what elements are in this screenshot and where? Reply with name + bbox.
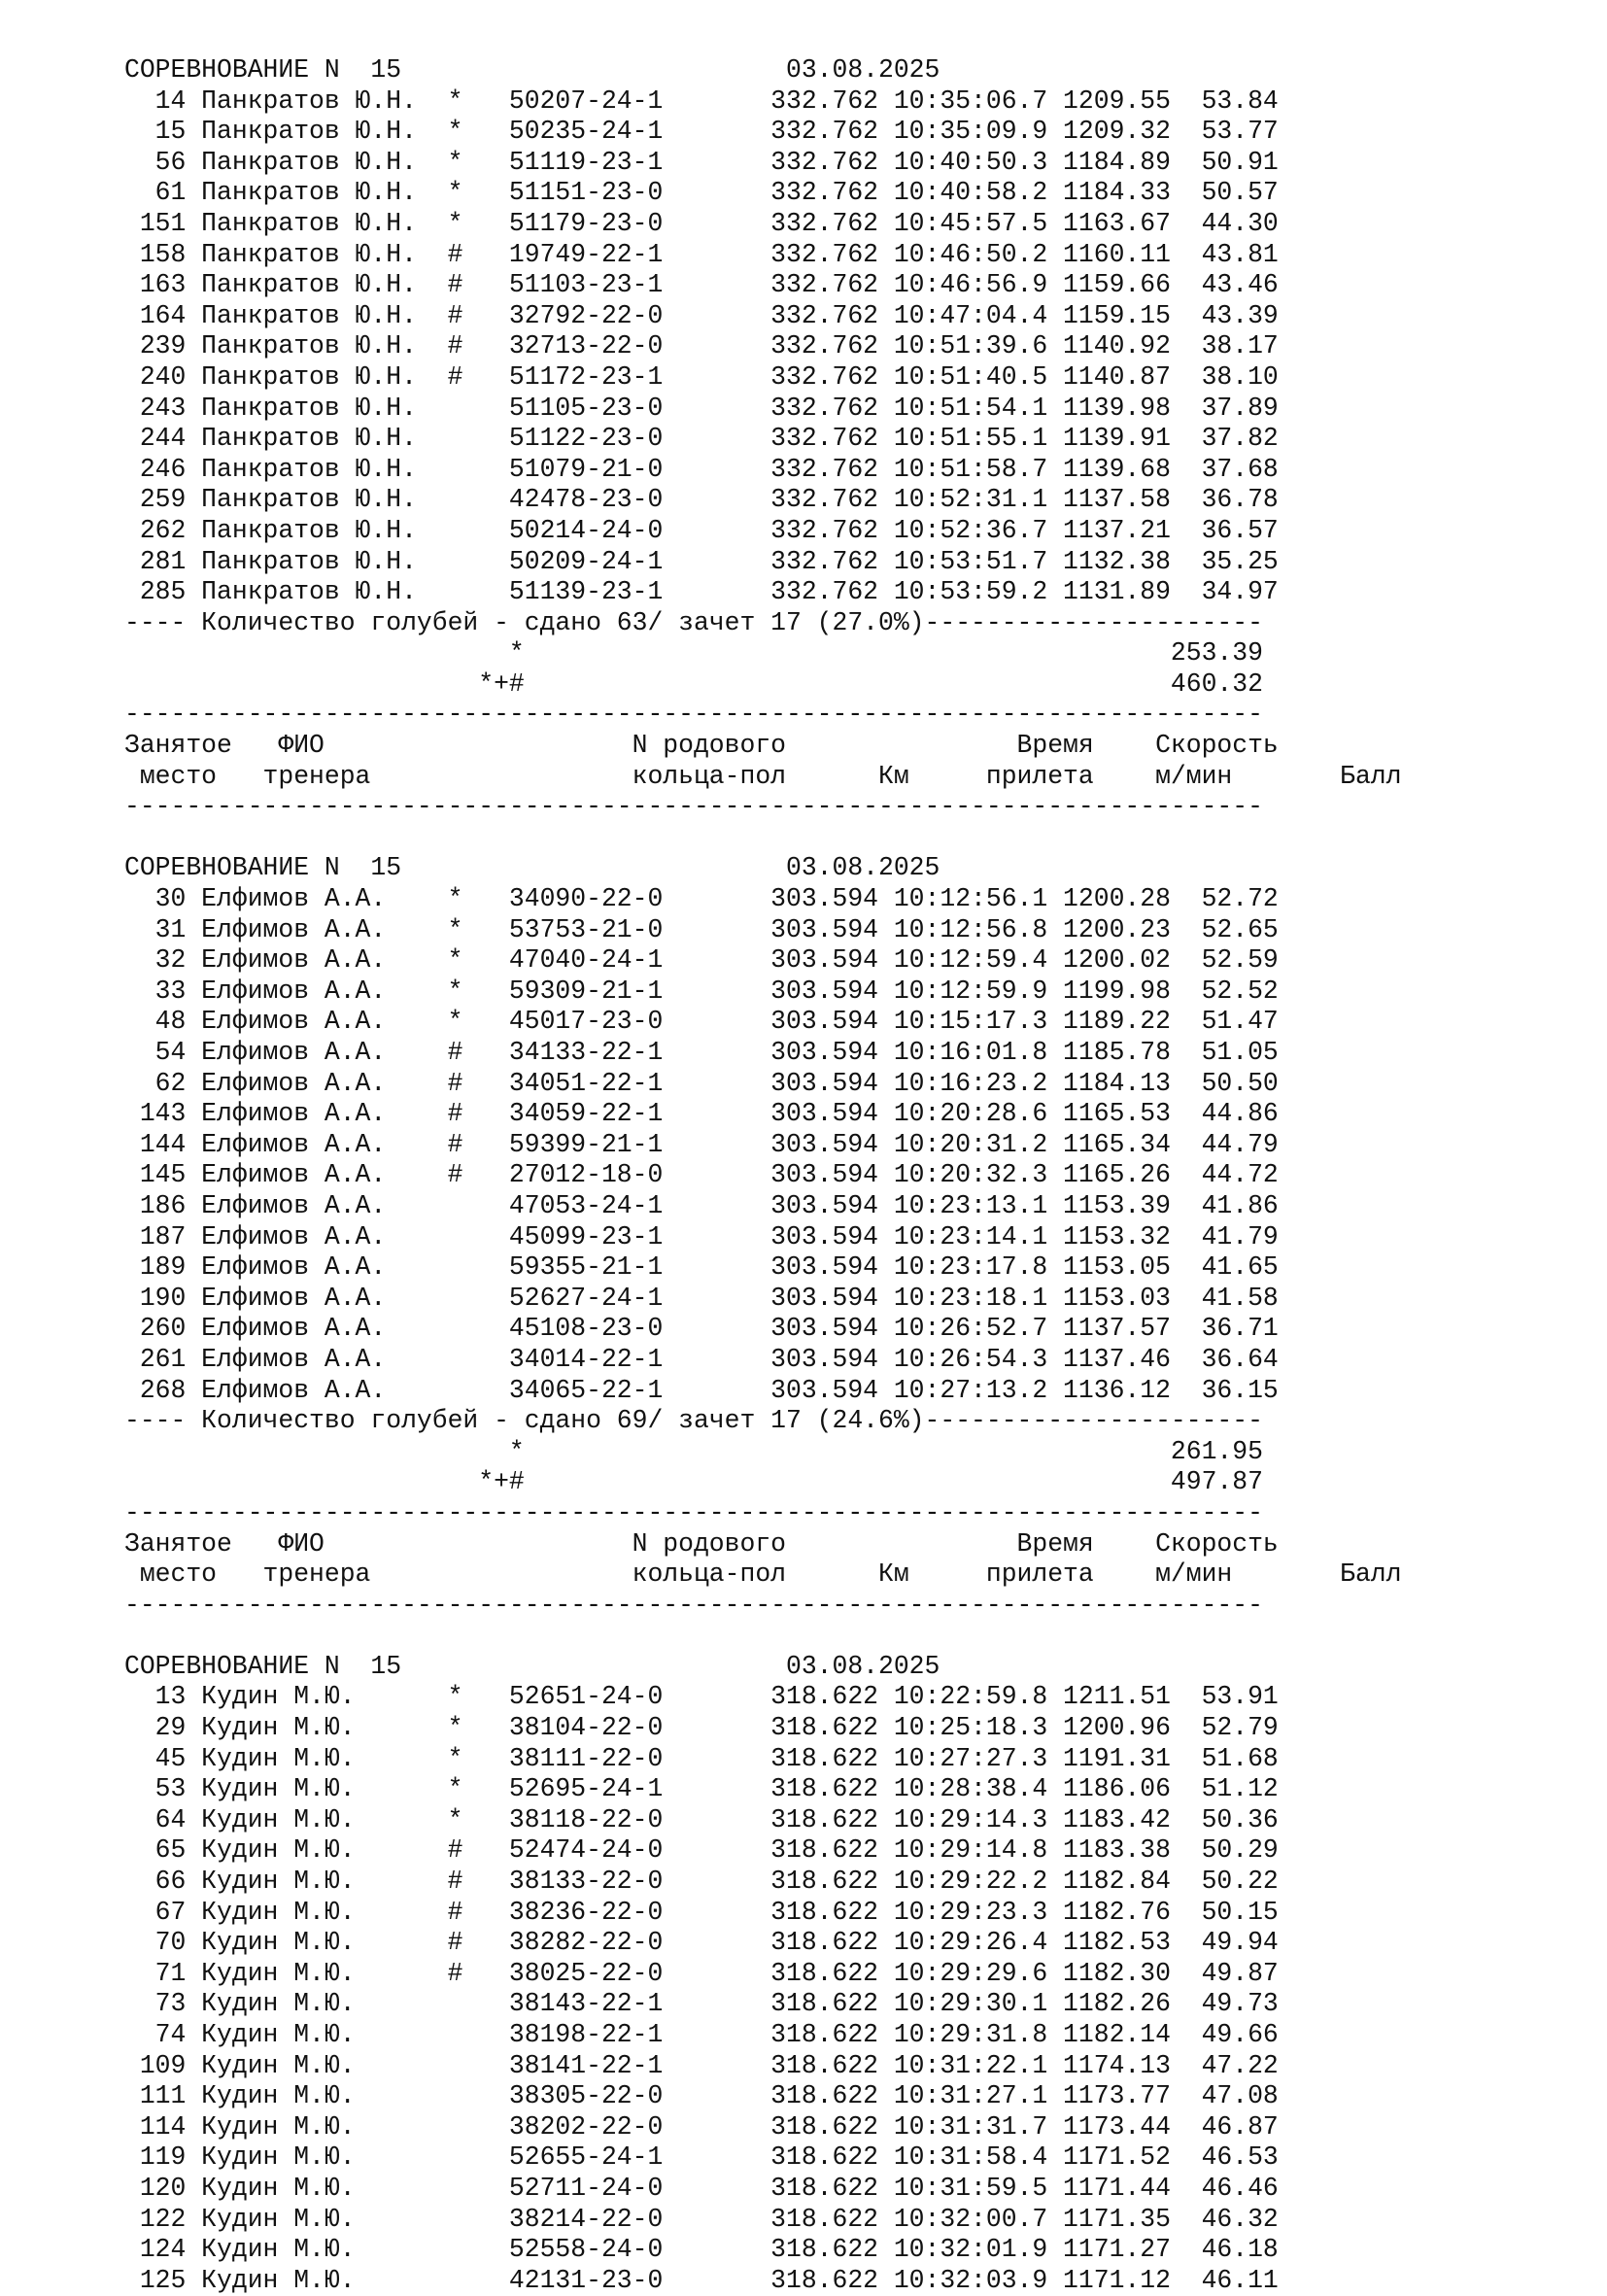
table-row: 285 Панкратов Ю.Н. 51139-23-1 332.762 10:53:59.2 1131.89 34.97	[124, 577, 1279, 607]
table-row: 158 Панкратов Ю.Н. # 19749-22-1 332.762 10:46:50.2 1160.11 43.81	[124, 239, 1279, 269]
total-all: *+# 497.87	[124, 1467, 1263, 1497]
competition-title: СОРЕВНОВАНИЕ N 15 03.08.2025	[124, 55, 940, 85]
table-row: 71 Кудин М.Ю. # 38025-22-0 318.622 10:29:29.6 1182.30 49.87	[124, 1958, 1279, 1988]
divider: --------------------------------------------------------------------------	[124, 700, 1263, 730]
table-row: 144 Елфимов А.А. # 59399-21-1 303.594 10:20:31.2 1165.34 44.79	[124, 1129, 1279, 1159]
table-row: 246 Панкратов Ю.Н. 51079-21-0 332.762 10:51:58.7 1139.68 37.68	[124, 454, 1279, 484]
table-row: 164 Панкратов Ю.Н. # 32792-22-0 332.762 10:47:04.4 1159.15 43.39	[124, 300, 1279, 330]
table-row: 262 Панкратов Ю.Н. 50214-24-0 332.762 10:52:36.7 1137.21 36.57	[124, 515, 1279, 545]
table-row: 143 Елфимов А.А. # 34059-22-1 303.594 10:20:28.6 1165.53 44.86	[124, 1099, 1279, 1129]
table-row: 125 Кудин М.Ю. 42131-23-0 318.622 10:32:03.9 1171.12 46.11	[124, 2265, 1279, 2295]
table-row: 54 Елфимов А.А. # 34133-22-1 303.594 10:16:01.8 1185.78 51.05	[124, 1038, 1279, 1067]
table-row: 66 Кудин М.Ю. # 38133-22-0 318.622 10:29:22.2 1182.84 50.22	[124, 1867, 1279, 1897]
table-row: 240 Панкратов Ю.Н. # 51172-23-1 332.762 10:51:40.5 1140.87 38.10	[124, 361, 1279, 392]
table-row: 67 Кудин М.Ю. # 38236-22-0 318.622 10:29:23.3 1182.76 50.15	[124, 1897, 1279, 1927]
table-row: 145 Елфимов А.А. # 27012-18-0 303.594 10:20:32.3 1165.26 44.72	[124, 1160, 1279, 1190]
table-row: 111 Кудин М.Ю. 38305-22-0 318.622 10:31:27.1 1173.77 47.08	[124, 2081, 1279, 2111]
results-document	[124, 55, 1504, 2296]
table-row: 239 Панкратов Ю.Н. # 32713-22-0 332.762 10:51:39.6 1140.92 38.17	[124, 331, 1279, 361]
table-row: 73 Кудин М.Ю. 38143-22-1 318.622 10:29:30.1 1182.26 49.73	[124, 1989, 1279, 2019]
section-summary: ---- Количество голубей - сдано 63/ зачет 17 (27.0%)----------------------	[124, 607, 1263, 637]
table-row: 15 Панкратов Ю.Н. * 50235-24-1 332.762 10:35:09.9 1209.32 53.77	[124, 117, 1279, 147]
table-row: 119 Кудин М.Ю. 52655-24-1 318.622 10:31:58.4 1171.52 46.53	[124, 2142, 1279, 2173]
divider: --------------------------------------------------------------------------	[124, 1497, 1263, 1527]
table-row: 268 Елфимов А.А. 34065-22-1 303.594 10:27:13.2 1136.12 36.15	[124, 1375, 1279, 1405]
table-row: 186 Елфимов А.А. 47053-24-1 303.594 10:23:13.1 1153.39 41.86	[124, 1190, 1279, 1220]
table-header-row: Занятое ФИО N родового Время Скорость	[124, 731, 1279, 761]
table-row: 259 Панкратов Ю.Н. 42478-23-0 332.762 10:52:31.1 1137.58 36.78	[124, 485, 1279, 515]
blank-line	[124, 1621, 1504, 1652]
table-row: 14 Панкратов Ю.Н. * 50207-24-1 332.762 10:35:06.7 1209.55 53.84	[124, 86, 1279, 116]
total-all: *+# 460.32	[124, 668, 1263, 699]
table-row: 61 Панкратов Ю.Н. * 51151-23-0 332.762 10:40:58.2 1184.33 50.57	[124, 178, 1279, 208]
table-row: 70 Кудин М.Ю. # 38282-22-0 318.622 10:29:26.4 1182.53 49.94	[124, 1928, 1279, 1958]
total-star: * 261.95	[124, 1436, 1263, 1466]
table-row: 56 Панкратов Ю.Н. * 51119-23-1 332.762 10:40:50.3 1184.89 50.91	[124, 147, 1279, 177]
blank-line	[124, 823, 1504, 854]
table-row: 244 Панкратов Ю.Н. 51122-23-0 332.762 10:51:55.1 1139.91 37.82	[124, 424, 1279, 454]
table-row: 114 Кудин М.Ю. 38202-22-0 318.622 10:31:31.7 1173.44 46.87	[124, 2111, 1279, 2142]
table-row: 33 Елфимов А.А. * 59309-21-1 303.594 10:12:59.9 1199.98 52.52	[124, 976, 1279, 1006]
table-row: 190 Елфимов А.А. 52627-24-1 303.594 10:23:18.1 1153.03 41.58	[124, 1283, 1279, 1313]
table-row: 30 Елфимов А.А. * 34090-22-0 303.594 10:12:56.1 1200.28 52.72	[124, 884, 1279, 914]
section-summary: ---- Количество голубей - сдано 69/ зачет 17 (24.6%)----------------------	[124, 1406, 1263, 1436]
table-row: 187 Елфимов А.А. 45099-23-1 303.594 10:23:14.1 1153.32 41.79	[124, 1221, 1279, 1251]
table-header-row: Занятое ФИО N родового Время Скорость	[124, 1528, 1279, 1559]
table-row: 29 Кудин М.Ю. * 38104-22-0 318.622 10:25:18.3 1200.96 52.79	[124, 1713, 1279, 1743]
table-header-row: место тренера кольца-пол Км прилета м/мин Балл	[124, 1559, 1402, 1590]
table-row: 163 Панкратов Ю.Н. # 51103-23-1 332.762 10:46:56.9 1159.66 43.46	[124, 270, 1279, 300]
divider: --------------------------------------------------------------------------	[124, 1590, 1263, 1620]
table-row: 62 Елфимов А.А. # 34051-22-1 303.594 10:16:23.2 1184.13 50.50	[124, 1068, 1279, 1098]
table-row: 65 Кудин М.Ю. # 52474-24-0 318.622 10:29:14.8 1183.38 50.29	[124, 1835, 1279, 1866]
competition-title: СОРЕВНОВАНИЕ N 15 03.08.2025	[124, 853, 940, 883]
table-row: 45 Кудин М.Ю. * 38111-22-0 318.622 10:27:27.3 1191.31 51.68	[124, 1743, 1279, 1773]
table-row: 189 Елфимов А.А. 59355-21-1 303.594 10:23:17.8 1153.05 41.65	[124, 1252, 1279, 1283]
table-row: 31 Елфимов А.А. * 53753-21-0 303.594 10:12:56.8 1200.23 52.65	[124, 914, 1279, 944]
table-row: 74 Кудин М.Ю. 38198-22-1 318.622 10:29:31.8 1182.14 49.66	[124, 2020, 1279, 2049]
table-row: 260 Елфимов А.А. 45108-23-0 303.594 10:26:52.7 1137.57 36.71	[124, 1314, 1279, 1344]
table-row: 124 Кудин М.Ю. 52558-24-0 318.622 10:32:01.9 1171.27 46.18	[124, 2235, 1279, 2265]
table-row: 261 Елфимов А.А. 34014-22-1 303.594 10:26:54.3 1137.46 36.64	[124, 1344, 1279, 1374]
table-header-row: место тренера кольца-пол Км прилета м/мин Балл	[124, 761, 1402, 791]
table-row: 13 Кудин М.Ю. * 52651-24-0 318.622 10:22:59.8 1211.51 53.91	[124, 1682, 1279, 1712]
table-row: 32 Елфимов А.А. * 47040-24-1 303.594 10:12:59.4 1200.02 52.59	[124, 945, 1279, 976]
competition-title: СОРЕВНОВАНИЕ N 15 03.08.2025	[124, 1651, 940, 1681]
table-row: 243 Панкратов Ю.Н. 51105-23-0 332.762 10:51:54.1 1139.98 37.89	[124, 393, 1279, 423]
table-row: 281 Панкратов Ю.Н. 50209-24-1 332.762 10:53:51.7 1132.38 35.25	[124, 546, 1279, 576]
table-row: 48 Елфимов А.А. * 45017-23-0 303.594 10:15:17.3 1189.22 51.47	[124, 1007, 1279, 1037]
table-row: 64 Кудин М.Ю. * 38118-22-0 318.622 10:29:14.3 1183.42 50.36	[124, 1804, 1279, 1834]
table-row: 120 Кудин М.Ю. 52711-24-0 318.622 10:31:59.5 1171.44 46.46	[124, 2173, 1279, 2203]
total-star: * 253.39	[124, 638, 1263, 668]
table-row: 151 Панкратов Ю.Н. * 51179-23-0 332.762 10:45:57.5 1163.67 44.30	[124, 208, 1279, 238]
table-row: 109 Кудин М.Ю. 38141-22-1 318.622 10:31:22.1 1174.13 47.22	[124, 2050, 1279, 2080]
table-row: 122 Кудин М.Ю. 38214-22-0 318.622 10:32:00.7 1171.35 46.32	[124, 2204, 1279, 2234]
divider: --------------------------------------------------------------------------	[124, 792, 1263, 822]
table-row: 53 Кудин М.Ю. * 52695-24-1 318.622 10:28:38.4 1186.06 51.12	[124, 1774, 1279, 1804]
